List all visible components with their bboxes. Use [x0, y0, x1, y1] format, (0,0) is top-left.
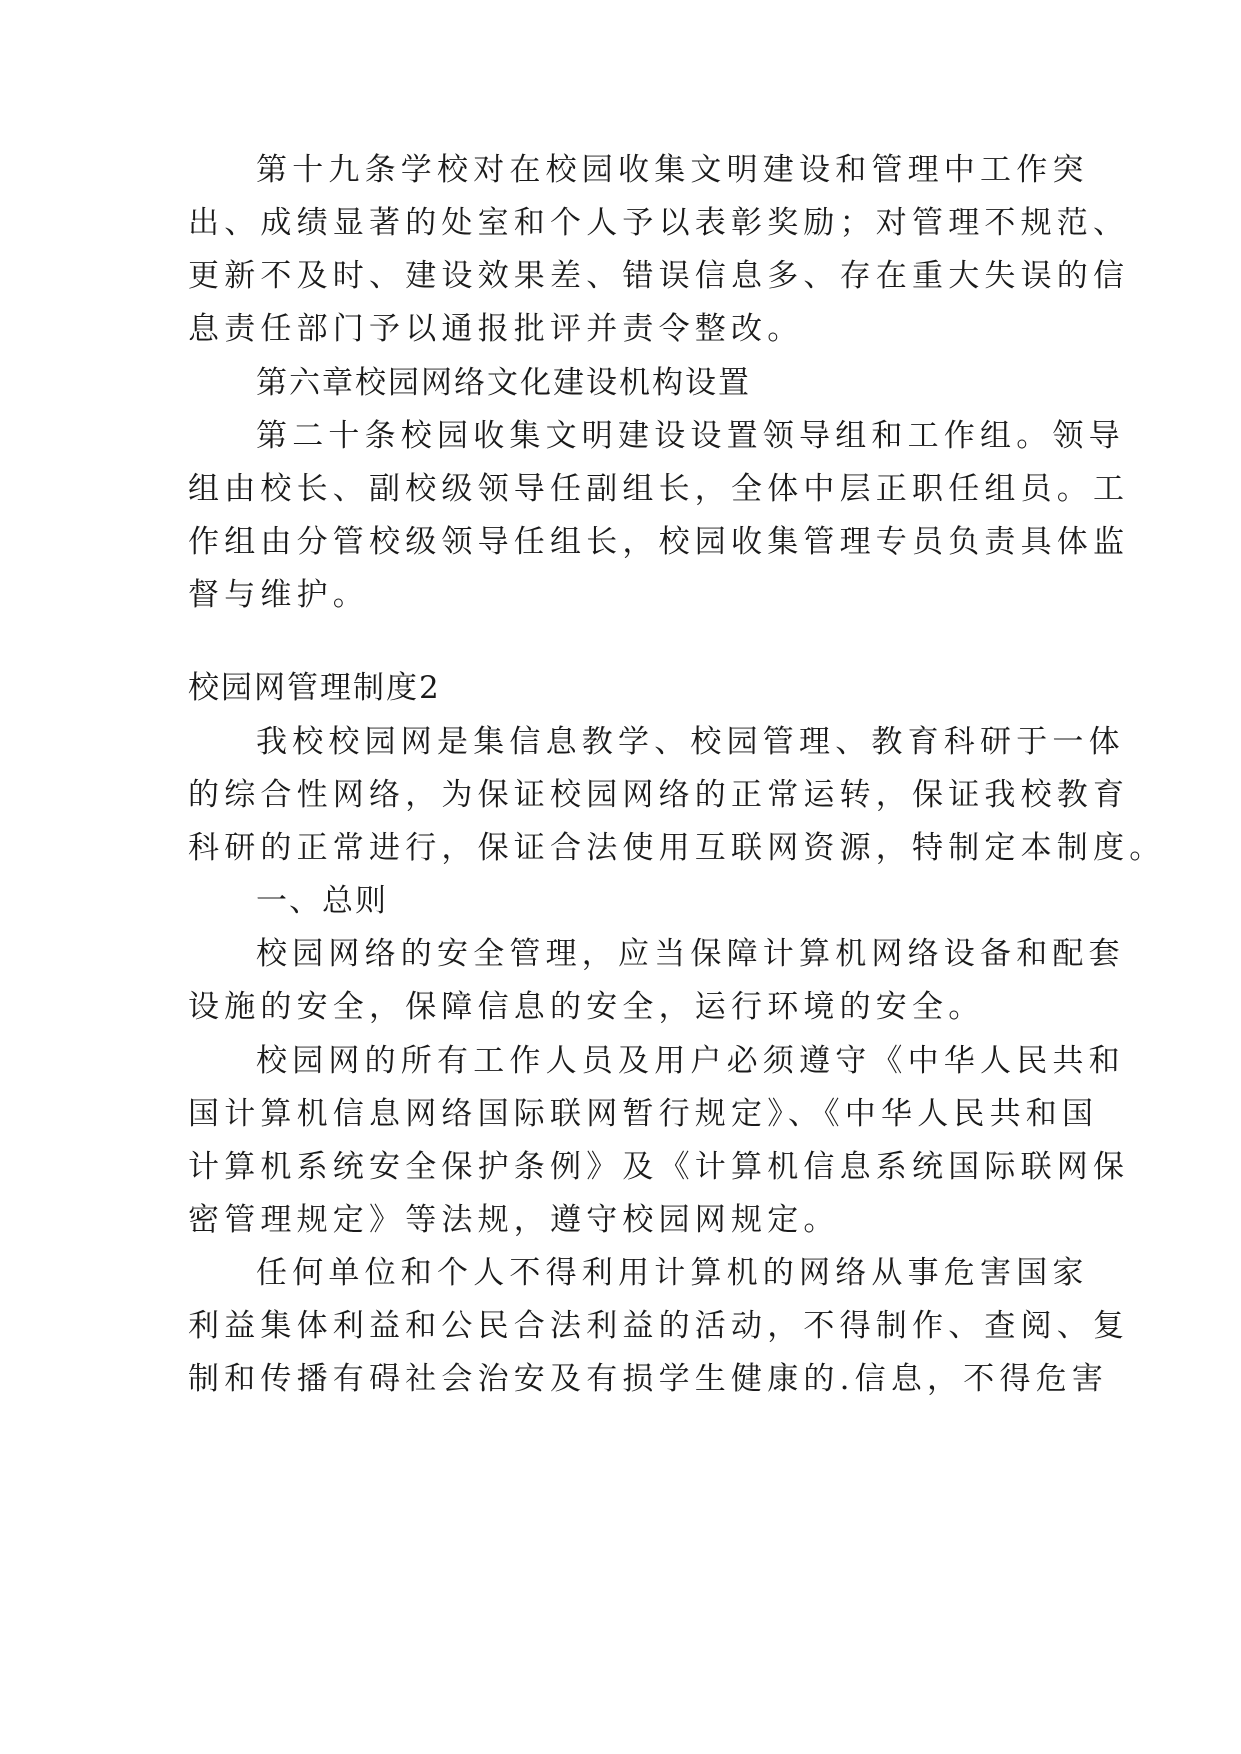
chapter-heading: 第六章校园网络文化建设机构设置: [256, 365, 751, 401]
paragraph-line: 科研的正常进行，保证合法使用互联网资源，特制定本制度。: [188, 830, 1166, 866]
paragraph-line: 校园网络的安全管理，应当保障计算机网络设备和配套: [256, 936, 1125, 972]
paragraph-line: 的综合性网络，为保证校园网络的正常运转，保证我校教育: [188, 777, 1130, 813]
paragraph-line: 设施的安全，保障信息的安全，运行环境的安全。: [188, 989, 985, 1025]
paragraph-line: 我校校园网是集信息教学、校园管理、教育科研于一体: [256, 724, 1125, 760]
paragraph-line: 第二十条校园收集文明建设设置领导组和工作组。领导: [256, 418, 1125, 454]
paragraph-line: 国计算机信息网络国际联网暂行规定》、《中华人民共和国: [188, 1096, 1099, 1132]
section-title: 校园网管理制度2: [188, 670, 441, 706]
paragraph-line: 作组由分管校级领导任组长，校园收集管理专员负责具体监: [188, 524, 1130, 560]
paragraph-line: 出、成绩显著的处室和个人予以表彰奖励；对管理不规范、: [188, 205, 1130, 241]
paragraph-line: 第十九条学校对在校园收集文明建设和管理中工作突: [256, 152, 1089, 188]
paragraph-line: 制和传播有碍社会治安及有损学生健康的.信息，不得危害: [188, 1361, 1109, 1397]
paragraph-line: 计算机系统安全保护条例》及《计算机信息系统国际联网保: [188, 1149, 1130, 1185]
section-heading: 一、总则: [256, 883, 388, 919]
paragraph-line: 组由校长、副校级领导任副组长，全体中层正职任组员。工: [188, 471, 1130, 507]
paragraph-line: 督与维护。: [188, 577, 369, 613]
paragraph-line: 利益集体利益和公民合法利益的活动，不得制作、查阅、复: [188, 1308, 1130, 1344]
paragraph-line: 息责任部门予以通报批评并责令整改。: [188, 311, 804, 347]
paragraph-line: 密管理规定》等法规，遵守校园网规定。: [188, 1202, 840, 1238]
paragraph-line: 校园网的所有工作人员及用户必须遵守《中华人民共和: [256, 1043, 1125, 1079]
paragraph-line: 更新不及时、建设效果差、错误信息多、存在重大失误的信: [188, 258, 1130, 294]
paragraph-line: 任何单位和个人不得利用计算机的网络从事危害国家: [256, 1255, 1089, 1291]
